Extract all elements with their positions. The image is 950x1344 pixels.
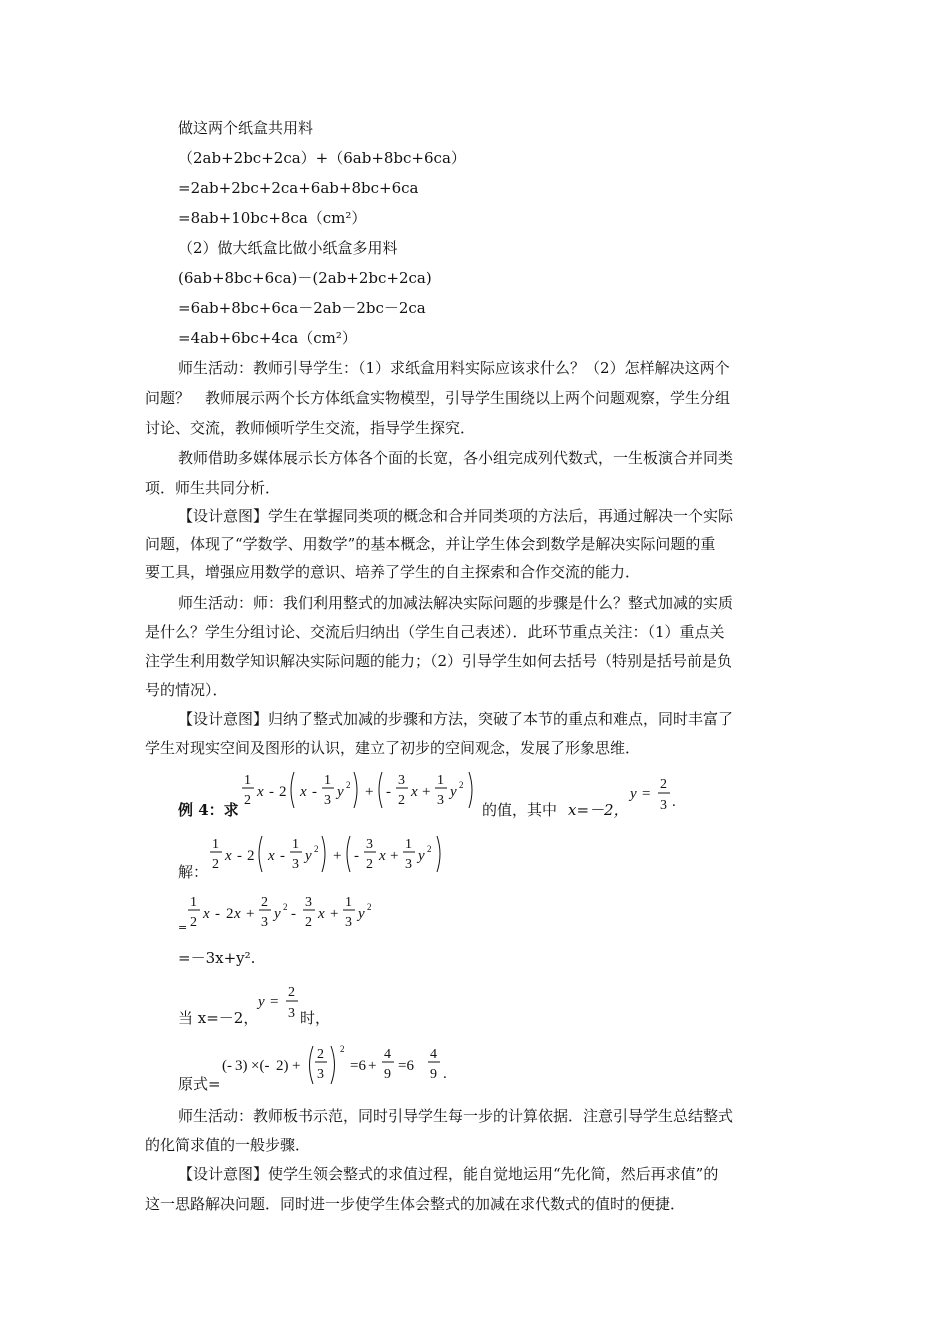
svg-text:2: 2 [427, 844, 432, 854]
paragraph-line: 师生活动：教师板书示范，同时引导学生每一步的计算依据．注意引导学生总结整式 [178, 1107, 734, 1125]
svg-text:2: 2 [366, 857, 373, 872]
svg-text:x: x [300, 784, 307, 800]
svg-text:x: x [411, 784, 418, 800]
svg-text:x: x [379, 848, 386, 864]
svg-text:3: 3 [398, 773, 405, 788]
svg-text:x: x [203, 906, 210, 922]
svg-text:3: 3 [345, 915, 352, 930]
svg-text:2: 2 [247, 848, 255, 864]
paragraph-line: 项．师生共同分析． [145, 479, 281, 497]
solution-expression-formula [208, 830, 448, 878]
substitution-suffix: 时， [300, 1009, 331, 1027]
svg-text:1: 1 [190, 895, 197, 910]
example-text: 的值，其中 [482, 801, 558, 819]
svg-text:2: 2 [279, 784, 287, 800]
svg-text:2: 2 [288, 985, 295, 1000]
paragraph-line: 学生对现实空间及图形的认识，建立了初步的空间观念，发展了形象思维． [145, 739, 641, 757]
svg-text:3): 3) [235, 1058, 248, 1074]
original-label: 原式= [178, 1075, 221, 1093]
svg-text:=: = [270, 994, 279, 1010]
svg-text:y: y [274, 906, 281, 922]
svg-text:1: 1 [405, 837, 412, 852]
svg-text:x: x [318, 906, 325, 922]
paragraph-line: 注学生利用数学知识解决实际问题的能力；（2）引导学生如何去括号（特别是括号前是负 [145, 652, 733, 670]
svg-text:2: 2 [305, 915, 312, 930]
paragraph-line: 是什么？学生分组讨论、交流后归纳出（学生自己表述）．此环节重点关注：（1）重点关 [145, 623, 725, 641]
svg-text:2: 2 [398, 793, 405, 808]
paragraph-line: 师生活动：师：我们利用整式的加减法解决实际问题的步骤是什么？整式加减的实质 [178, 594, 734, 612]
text-line: (6ab+8bc+6ca)－(2ab+2bc+2ca) [178, 269, 432, 287]
svg-text:2: 2 [317, 1047, 324, 1062]
svg-text:+: + [368, 1058, 377, 1074]
svg-text:y: y [305, 848, 312, 864]
svg-text:2): 2) [276, 1058, 289, 1074]
paragraph-line: 教师借助多媒体展示长方体各个面的长宽，各小组完成列代数式，一生板演合并同类 [178, 449, 734, 467]
svg-text:y: y [418, 848, 425, 864]
paragraph-line: 问题，体现了“学数学、用数学”的基本概念，并让学生体会到数学是解决实际问题的重 [145, 535, 716, 553]
svg-text:3: 3 [261, 915, 268, 930]
svg-text:-: - [269, 784, 274, 800]
svg-text:+: + [365, 784, 374, 800]
svg-text:y: y [450, 784, 457, 800]
svg-text:.: . [443, 1066, 447, 1082]
svg-text:2: 2 [340, 1044, 345, 1054]
svg-text:.: . [672, 794, 676, 810]
text-line: =4ab+6bc+4ca（cm²） [178, 329, 357, 347]
svg-text:1: 1 [437, 773, 444, 788]
paragraph-line: 讨论、交流，教师倾听学生交流，指导学生探究． [145, 419, 476, 437]
paragraph-line: 【设计意图】学生在掌握同类项的概念和合并同类项的方法后，再通过解决一个实际 [178, 507, 734, 525]
svg-text:x: x [225, 848, 232, 864]
svg-text:-: - [280, 848, 285, 864]
svg-text:y: y [630, 786, 637, 802]
svg-text:2: 2 [314, 844, 319, 854]
paragraph-line: 问题？ 教师展示两个长方体纸盒实物模型，引导学生围绕以上两个问题观察，学生分组 [145, 389, 731, 407]
example-label: 例 4：求 [178, 801, 239, 819]
svg-text:×(-: ×(- [251, 1058, 270, 1074]
svg-text:+: + [390, 848, 399, 864]
svg-text:2: 2 [459, 780, 464, 790]
svg-text:3: 3 [317, 1067, 324, 1082]
svg-text:4: 4 [430, 1047, 437, 1062]
paragraph-line: 要工具，增强应用数学的意识、培养了学生的自主探索和合作交流的能力． [145, 563, 641, 581]
svg-text:3: 3 [324, 793, 331, 808]
svg-text:9: 9 [430, 1067, 437, 1082]
svg-text:+: + [333, 848, 342, 864]
svg-text:-: - [237, 848, 242, 864]
equals-sign: = [178, 921, 188, 934]
svg-text:+: + [292, 1058, 301, 1074]
text-line: =8ab+10bc+8ca（cm²） [178, 209, 367, 227]
svg-text:1: 1 [212, 837, 219, 852]
svg-text:3: 3 [437, 793, 444, 808]
svg-text:2: 2 [346, 780, 351, 790]
paragraph-line: 的化简求值的一般步骤． [145, 1136, 311, 1154]
svg-text:3: 3 [288, 1006, 295, 1021]
text-line: =2ab+2bc+2ca+6ab+8bc+6ca [178, 179, 419, 197]
svg-text:x: x [257, 784, 264, 800]
svg-text:-: - [291, 906, 296, 922]
svg-text:2: 2 [212, 857, 219, 872]
svg-text:+: + [246, 906, 255, 922]
svg-text:(-: (- [222, 1058, 232, 1074]
svg-text:y: y [258, 994, 265, 1010]
svg-text:-: - [354, 848, 359, 864]
substitution-text: 当 x=－2， [178, 1009, 259, 1027]
svg-text:3: 3 [366, 837, 373, 852]
svg-text:2: 2 [660, 777, 667, 792]
paragraph-line: 这一思路解决问题．同时进一步使学生体会整式的加减在求代数式的值时的便捷． [145, 1195, 686, 1213]
svg-text:2: 2 [190, 915, 197, 930]
svg-text:3: 3 [660, 798, 667, 813]
svg-text:1: 1 [324, 773, 331, 788]
evaluation-formula [220, 1040, 460, 1090]
text-line: （2）做大纸盒比做小纸盒多用料 [178, 239, 398, 257]
svg-text:x: x [234, 906, 241, 922]
paragraph-line: 【设计意图】归纳了整式加减的步骤和方法，突破了本节的重点和难点，同时丰富了 [178, 710, 734, 728]
solution-label: 解： [178, 863, 209, 881]
svg-text:=: = [642, 786, 651, 802]
svg-text:1: 1 [345, 895, 352, 910]
text-line: =6ab+8bc+6ca－2ab－2bc－2ca [178, 299, 426, 317]
example-condition: x=－2， [568, 801, 629, 819]
svg-text:1: 1 [244, 773, 251, 788]
svg-text:3: 3 [405, 857, 412, 872]
paragraph-line: 【设计意图】使学生领会整式的求值过程，能自觉地运用“先化简，然后再求值”的 [178, 1165, 719, 1183]
text-line: （2ab+2bc+2ca）+（6ab+8bc+6ca） [178, 149, 466, 167]
svg-text:2: 2 [283, 902, 288, 912]
paragraph-line: 号的情况）． [145, 681, 228, 699]
svg-text:-: - [215, 906, 220, 922]
svg-text:2: 2 [367, 902, 372, 912]
svg-text:+: + [422, 784, 431, 800]
svg-text:2: 2 [244, 793, 251, 808]
expression-formula [240, 766, 480, 814]
svg-text:-: - [312, 784, 317, 800]
svg-text:y: y [358, 906, 365, 922]
expanded-expression-formula [186, 890, 386, 936]
svg-text:4: 4 [384, 1047, 391, 1062]
svg-text:3: 3 [305, 895, 312, 910]
simplified-result: =－3x+y². [178, 949, 256, 967]
svg-text:+: + [330, 906, 339, 922]
text-line: 做这两个纸盒共用料 [178, 119, 314, 137]
svg-text:9: 9 [384, 1067, 391, 1082]
svg-text:2: 2 [261, 895, 268, 910]
svg-text:y: y [337, 784, 344, 800]
y-value-formula [256, 982, 306, 1026]
svg-text:-: - [386, 784, 391, 800]
svg-text:3: 3 [292, 857, 299, 872]
svg-text:1: 1 [292, 837, 299, 852]
paragraph-line: 师生活动：教师引导学生：（1）求纸盒用料实际应该求什么？（2）怎样解决这两个 [178, 359, 730, 377]
svg-text:2: 2 [226, 906, 234, 922]
svg-text:x: x [268, 848, 275, 864]
svg-text:=6: =6 [350, 1058, 366, 1074]
svg-text:=6: =6 [398, 1058, 414, 1074]
y-value-formula [628, 774, 684, 816]
